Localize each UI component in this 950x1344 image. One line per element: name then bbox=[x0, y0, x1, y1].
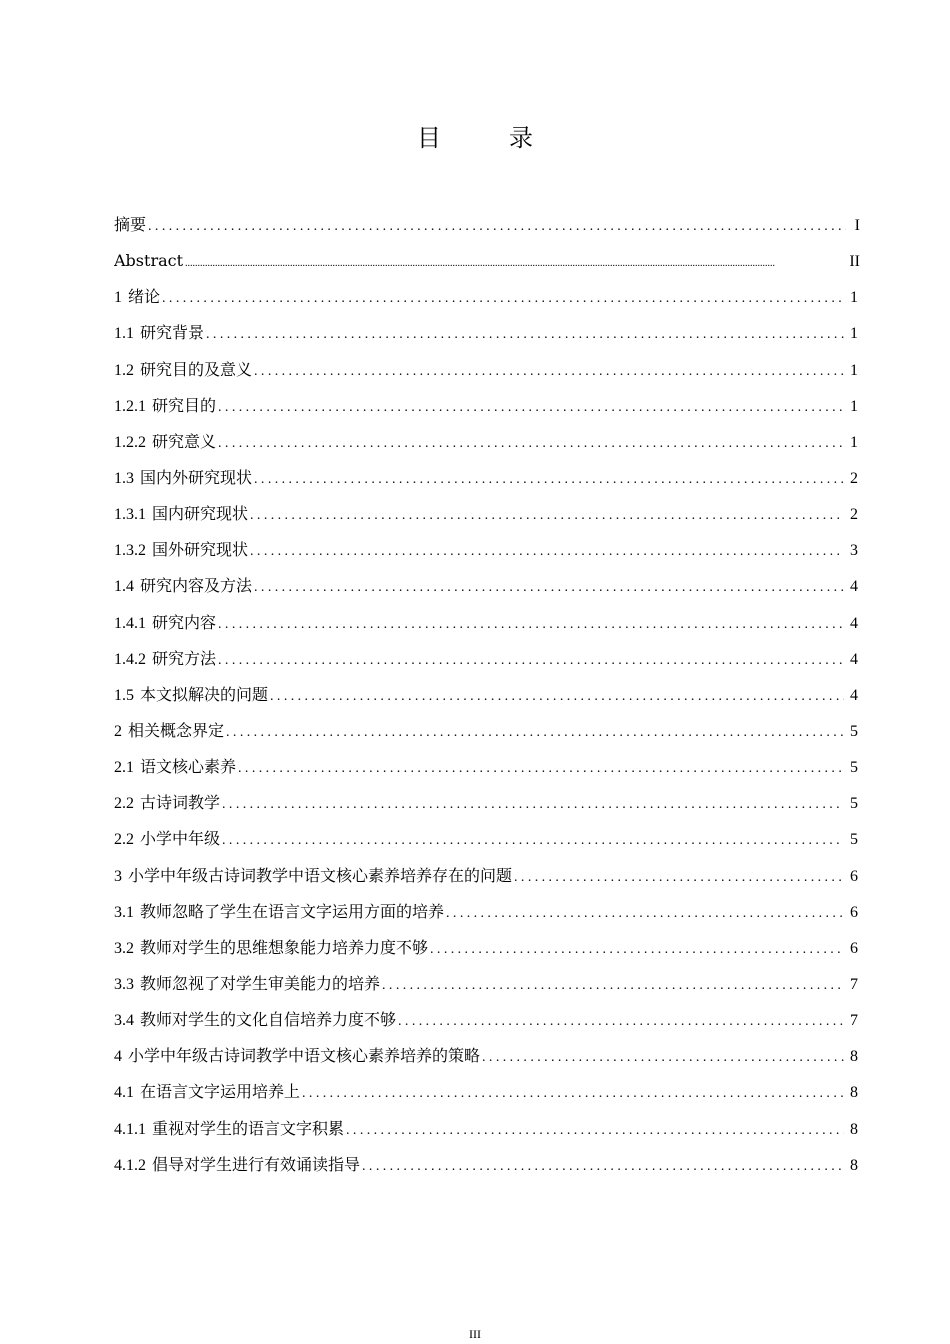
toc-entry-number: 3.3 bbox=[114, 975, 134, 993]
toc-list bbox=[114, 207, 860, 1183]
toc-entry-page: 6 bbox=[850, 903, 858, 921]
toc-entry-label bbox=[114, 207, 146, 243]
toc-entry-page: 5 bbox=[850, 795, 858, 813]
toc-entry-label bbox=[114, 821, 220, 857]
toc-entry-label bbox=[114, 388, 216, 424]
toc-entry-number: 1.1 bbox=[114, 325, 134, 343]
toc-entry-number: 2.2 bbox=[114, 795, 134, 813]
toc-leader-dots bbox=[254, 570, 844, 604]
toc-entry-text: 研究方法 bbox=[152, 648, 217, 668]
toc-leader-dots bbox=[238, 751, 844, 785]
toc-leader-dots bbox=[362, 1149, 844, 1183]
toc-leader-dots bbox=[218, 607, 844, 641]
toc-entry-number: 3.4 bbox=[114, 1012, 134, 1030]
toc-entry-number: 3 bbox=[114, 867, 122, 885]
toc-entry[interactable] bbox=[114, 821, 860, 857]
toc-entry[interactable] bbox=[114, 207, 860, 243]
toc-entry-label bbox=[114, 677, 268, 713]
toc-entry-page: 7 bbox=[850, 1012, 858, 1030]
toc-leader-dots bbox=[302, 1076, 844, 1110]
toc-entry-page: 8 bbox=[850, 1048, 858, 1066]
toc-leader-dots bbox=[250, 498, 844, 532]
toc-entry-text: 相关概念界定 bbox=[128, 720, 225, 740]
toc-entry-label bbox=[114, 496, 248, 532]
toc-entry-number: 2.1 bbox=[114, 759, 134, 777]
toc-entry-text: 研究意义 bbox=[152, 431, 217, 451]
toc-entry-text: 古诗词教学 bbox=[140, 793, 221, 813]
toc-entry-page: 7 bbox=[850, 975, 858, 993]
toc-entry-label bbox=[114, 1074, 300, 1110]
toc-entry-page: 8 bbox=[850, 1156, 858, 1174]
toc-entry-text: Abstract bbox=[114, 251, 184, 271]
toc-entry-page: 5 bbox=[850, 759, 858, 777]
toc-entry-page: 1 bbox=[850, 361, 858, 379]
toc-entry-page: 5 bbox=[850, 831, 858, 849]
toc-entry-text: 教师对学生的思维想象能力培养力度不够 bbox=[140, 937, 429, 957]
toc-entry-page: 5 bbox=[850, 722, 858, 740]
toc-entry[interactable] bbox=[114, 568, 860, 604]
toc-entry-page: 1 bbox=[850, 397, 858, 415]
toc-entry-text: 小学中年级古诗词教学中语文核心素养培养的策略 bbox=[128, 1046, 481, 1066]
toc-entry[interactable] bbox=[114, 677, 860, 713]
toc-entry[interactable] bbox=[114, 641, 860, 677]
toc-entry-number: 4.1.2 bbox=[114, 1156, 146, 1174]
toc-entry-text: 研究目的 bbox=[152, 395, 217, 415]
toc-entry-text: 教师忽视了对学生审美能力的培养 bbox=[140, 973, 381, 993]
toc-entry[interactable] bbox=[114, 785, 860, 821]
toc-entry-number: 1.4.1 bbox=[114, 614, 146, 632]
toc-entry-number: 2.2 bbox=[114, 831, 134, 849]
toc-entry-page: 4 bbox=[850, 650, 858, 668]
toc-entry-text: 小学中年级古诗词教学中语文核心素养培养存在的问题 bbox=[128, 865, 513, 885]
toc-entry-number: 1.3.1 bbox=[114, 506, 146, 524]
toc-entry-text: 国内外研究现状 bbox=[140, 467, 253, 487]
toc-entry[interactable] bbox=[114, 605, 860, 641]
toc-entry-page: 1 bbox=[850, 325, 858, 343]
toc-leader-dots bbox=[346, 1113, 844, 1147]
toc-entry[interactable] bbox=[114, 1111, 860, 1147]
toc-entry-label bbox=[114, 352, 252, 388]
toc-leader-dots bbox=[254, 354, 844, 388]
toc-entry-number: 1.2.1 bbox=[114, 397, 146, 415]
toc-entry-text: 教师对学生的文化自信培养力度不够 bbox=[140, 1010, 397, 1030]
toc-entry-page: 4 bbox=[850, 578, 858, 596]
toc-entry-number: 2 bbox=[114, 722, 122, 740]
toc-entry[interactable] bbox=[114, 315, 860, 351]
toc-entry-page: 4 bbox=[850, 614, 858, 632]
toc-entry[interactable] bbox=[114, 1002, 860, 1038]
toc-entry-number: 1 bbox=[114, 289, 122, 307]
toc-entry-label bbox=[114, 279, 160, 315]
toc-entry-label bbox=[114, 1038, 480, 1074]
toc-leader-dots bbox=[398, 1004, 844, 1038]
toc-entry-number: 1.3.2 bbox=[114, 542, 146, 560]
toc-entry-text: 重视对学生的语言文字积累 bbox=[152, 1118, 345, 1138]
toc-title: 目 录 bbox=[417, 124, 555, 152]
toc-leader-dots bbox=[218, 643, 844, 677]
toc-leader-dots bbox=[185, 246, 846, 279]
toc-leader-dots bbox=[222, 823, 844, 857]
toc-entry-number: 1.4 bbox=[114, 578, 134, 596]
toc-entry-number: 3.1 bbox=[114, 903, 134, 921]
toc-leader-dots bbox=[218, 390, 844, 424]
toc-leader-dots bbox=[430, 932, 844, 966]
toc-entry[interactable] bbox=[114, 532, 860, 568]
toc-entry-number: 1.2 bbox=[114, 361, 134, 379]
toc-entry-label bbox=[114, 749, 236, 785]
toc-entry-text: 本文拟解决的问题 bbox=[140, 684, 269, 704]
toc-entry-page: 8 bbox=[850, 1120, 858, 1138]
toc-entry[interactable] bbox=[114, 1147, 860, 1183]
toc-entry-label bbox=[114, 641, 216, 677]
toc-entry-text: 教师忽略了学生在语言文字运用方面的培养 bbox=[140, 901, 445, 921]
toc-entry-number: 4.1.1 bbox=[114, 1120, 146, 1138]
toc-entry-text: 在语言文字运用培养上 bbox=[140, 1082, 301, 1102]
toc-entry-page: 1 bbox=[850, 433, 858, 451]
toc-entry-text: 绪论 bbox=[128, 287, 161, 307]
toc-entry[interactable] bbox=[114, 749, 860, 785]
toc-leader-dots bbox=[514, 860, 844, 894]
toc-entry[interactable] bbox=[114, 243, 860, 279]
toc-entry-label bbox=[114, 568, 252, 604]
toc-entry[interactable] bbox=[114, 424, 860, 460]
toc-entry[interactable] bbox=[114, 352, 860, 388]
toc-entry-text: 研究内容 bbox=[152, 612, 217, 632]
toc-entry[interactable] bbox=[114, 930, 860, 966]
toc-entry-text: 研究内容及方法 bbox=[140, 576, 253, 596]
page-number-footer: III bbox=[469, 1327, 481, 1341]
toc-entry-page: 2 bbox=[850, 506, 858, 524]
toc-entry[interactable] bbox=[114, 966, 860, 1002]
toc-entry-page: 2 bbox=[850, 469, 858, 487]
toc-entry-label bbox=[114, 858, 512, 894]
toc-entry[interactable] bbox=[114, 713, 860, 749]
toc-leader-dots bbox=[218, 426, 844, 460]
toc-leader-dots bbox=[250, 534, 844, 568]
toc-leader-dots bbox=[270, 679, 844, 713]
toc-entry-page: 8 bbox=[850, 1084, 858, 1102]
toc-entry-text: 小学中年级 bbox=[140, 829, 221, 849]
toc-entry-page: 1 bbox=[850, 289, 858, 307]
toc-leader-dots bbox=[254, 462, 844, 496]
toc-entry-number: 1.2.2 bbox=[114, 433, 146, 451]
toc-entry-text: 国内研究现状 bbox=[152, 504, 249, 524]
toc-entry-page: 6 bbox=[850, 939, 858, 957]
toc-entry-text: 研究背景 bbox=[140, 323, 205, 343]
toc-entry-text: 研究目的及意义 bbox=[140, 359, 253, 379]
toc-entry-page: 6 bbox=[850, 867, 858, 885]
toc-entry-label bbox=[114, 1111, 344, 1147]
toc-entry[interactable] bbox=[114, 1038, 860, 1074]
toc-entry-label bbox=[114, 894, 444, 930]
toc-entry-number: 3.2 bbox=[114, 939, 134, 957]
toc-entry-label bbox=[114, 460, 252, 496]
toc-entry-page: 4 bbox=[850, 686, 858, 704]
toc-entry-label bbox=[114, 532, 248, 568]
toc-leader-dots bbox=[226, 715, 844, 749]
toc-leader-dots bbox=[222, 787, 844, 821]
toc-entry-page: 3 bbox=[850, 542, 858, 560]
toc-entry-text: 国外研究现状 bbox=[152, 540, 249, 560]
toc-entry-label bbox=[114, 966, 380, 1002]
toc-entry[interactable] bbox=[114, 894, 860, 930]
toc-entry-label bbox=[114, 785, 220, 821]
toc-leader-dots bbox=[162, 281, 844, 315]
toc-entry-number: 1.5 bbox=[114, 686, 134, 704]
toc-entry-number: 4.1 bbox=[114, 1084, 134, 1102]
toc-entry[interactable] bbox=[114, 388, 860, 424]
toc-entry-text: 语文核心素养 bbox=[140, 757, 237, 777]
toc-leader-dots bbox=[446, 896, 844, 930]
toc-entry-label bbox=[114, 1002, 396, 1038]
toc-entry-number: 1.4.2 bbox=[114, 650, 146, 668]
toc-entry-text: 倡导对学生进行有效诵读指导 bbox=[152, 1154, 361, 1174]
toc-leader-dots bbox=[482, 1040, 844, 1074]
toc-entry[interactable] bbox=[114, 1074, 860, 1110]
toc-entry-label bbox=[114, 605, 216, 641]
toc-entry[interactable] bbox=[114, 460, 860, 496]
toc-entry-label bbox=[114, 1147, 360, 1183]
toc-entry-label bbox=[114, 424, 216, 460]
toc-leader-dots bbox=[206, 317, 844, 351]
toc-entry-label bbox=[114, 315, 204, 351]
toc-entry-page: I bbox=[854, 217, 860, 234]
toc-entry[interactable] bbox=[114, 496, 860, 532]
toc-leader-dots bbox=[148, 209, 846, 243]
toc-entry-page: II bbox=[849, 253, 860, 271]
toc-entry-label bbox=[114, 713, 224, 749]
toc-entry-number: 4 bbox=[114, 1048, 122, 1066]
toc-leader-dots bbox=[382, 968, 844, 1002]
toc-entry[interactable] bbox=[114, 279, 860, 315]
toc-entry-text: 摘要 bbox=[114, 215, 147, 234]
toc-entry[interactable] bbox=[114, 858, 860, 894]
toc-entry-number: 1.3 bbox=[114, 469, 134, 487]
toc-entry-label bbox=[114, 243, 183, 279]
toc-entry-label bbox=[114, 930, 428, 966]
